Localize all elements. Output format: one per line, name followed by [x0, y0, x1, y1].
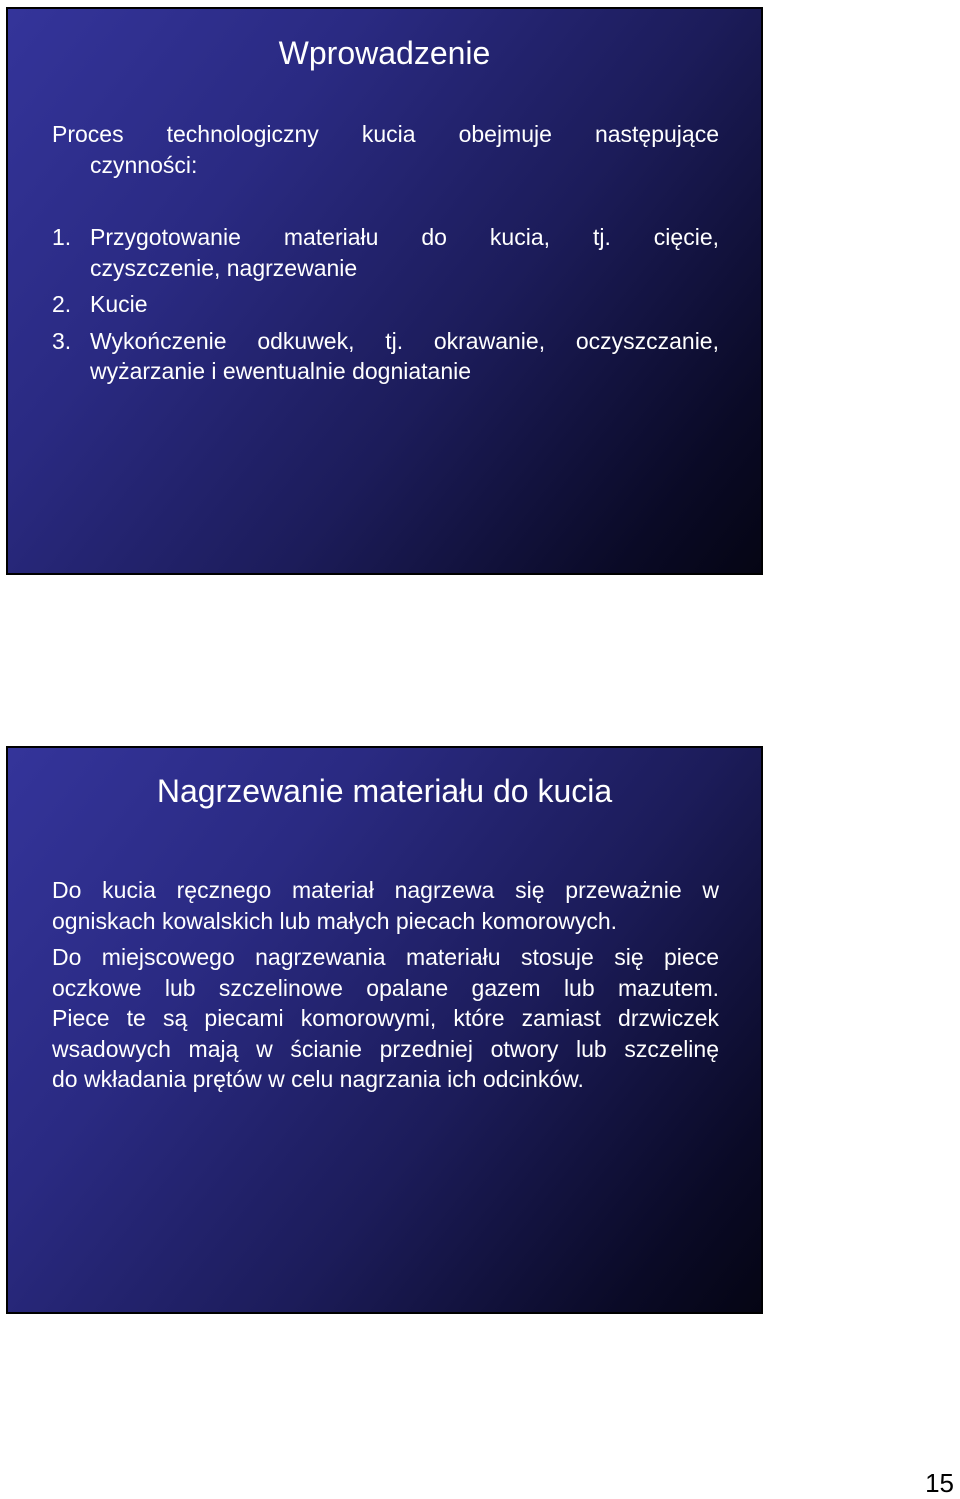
paragraph-line: Do miejscowego nagrzewania materiału stosuje się piece: [52, 944, 719, 970]
list-item-number: 2.: [52, 291, 72, 317]
slide-title: Nagrzewanie materiału do kucia: [156, 773, 613, 809]
list-item-text: Wykończenie odkuwek, tj. okrawanie, oczyszczanie,: [90, 327, 719, 354]
list-item-number: 1.: [52, 224, 72, 250]
paragraph-line: wsadowych mają w ścianie przedniej otwory lub szczelinę: [52, 1035, 719, 1062]
intro-paragraph: [52, 119, 719, 180]
paragraph-line: Piece te są piecami komorowymi, które zamiast drzwiczek: [52, 1005, 719, 1031]
list-item: [52, 289, 719, 320]
intro-line: czynności:: [90, 151, 198, 178]
intro-line: Proces technologiczny kucia obejmuje następujące: [52, 121, 719, 147]
list-item: [52, 326, 719, 387]
paragraph-line: do wkładania prętów w celu nagrzania ich odcinków.: [52, 1066, 584, 1092]
slide-nagrzewanie: [6, 746, 763, 1314]
list-item-text: wyżarzanie i ewentualnie dogniatanie: [90, 358, 472, 384]
process-steps-list: [52, 222, 719, 393]
paragraph-line: Do kucia ręcznego materiał nagrzewa się przeważnie w: [52, 877, 719, 903]
paragraph: [52, 942, 719, 1095]
paragraph-line: oczkowe lub szczelinowe opalane gazem lub mazutem.: [52, 974, 719, 1001]
list-item-text: czyszczenie, nagrzewanie: [90, 254, 358, 281]
paragraph-line: ogniskach kowalskich lub małych piecach komorowych.: [52, 907, 618, 934]
list-item-text: Kucie: [90, 291, 148, 317]
page-number: 15: [925, 1468, 954, 1498]
list-item-text: Przygotowanie materiału do kucia, tj. cięcie,: [90, 224, 719, 250]
paragraph: [52, 875, 719, 936]
slide-title: Wprowadzenie: [278, 35, 491, 71]
list-item: [52, 222, 719, 283]
list-item-number: 3.: [52, 327, 72, 354]
slide-wprowadzenie: [6, 7, 763, 575]
